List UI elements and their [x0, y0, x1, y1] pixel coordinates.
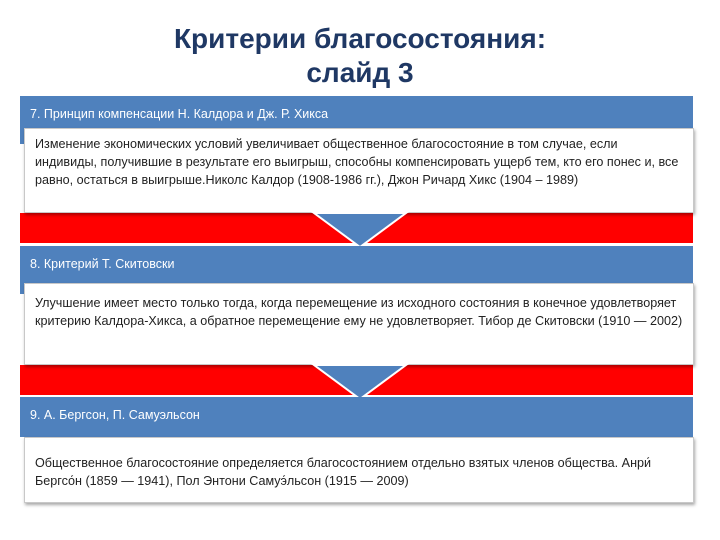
section-7-text-box [24, 128, 694, 213]
section-8-text: Улучшение имеет место только тогда, когда перемещение из исходного состояния в конечное удовлетворяет критерию Калдора-Хикса, а обратное перемещение ему не удовлетворяет. Тибор де Скитовски (1910 — 2002) [35, 296, 683, 328]
section-7-header: 7. Принцип компенсации Н. Калдора и Дж. Р. Хикса [30, 107, 329, 121]
section-9-header: 9. А. Бергсон, П. Самуэльсон [30, 408, 200, 422]
section-7-text: Изменение экономических условий увеличивает общественное благосостояние в том случае, если индивиды, получившие в результате его выигрыш, способны компенсировать ущерб тем, кто его понес и, все равно, остаться в выигрыше.Николс Калдор (1908-1986 гг.), Джон Ричард Хикс (1904 – 1989) [35, 137, 679, 187]
section-9-text: Общественное благосостояние определяется благосостоянием отдельно взятых членов общества. Анри́ Бергсо́н (1859 — 1941), Пол Энтони Самуэ́льсон (1915 — 2009) [35, 456, 652, 488]
slide-title-line1: Критерии благосостояния: [173, 23, 547, 54]
section-9-header-band [20, 397, 693, 437]
section-8-header: 8. Критерий Т. Скитовски [30, 257, 175, 271]
section-9-text-box [24, 437, 694, 503]
slide-title [0, 22, 720, 90]
chevron-down-icon [310, 211, 410, 251]
slide-title-line2: слайд 3 [306, 57, 414, 88]
section-8-text-box [24, 283, 694, 365]
